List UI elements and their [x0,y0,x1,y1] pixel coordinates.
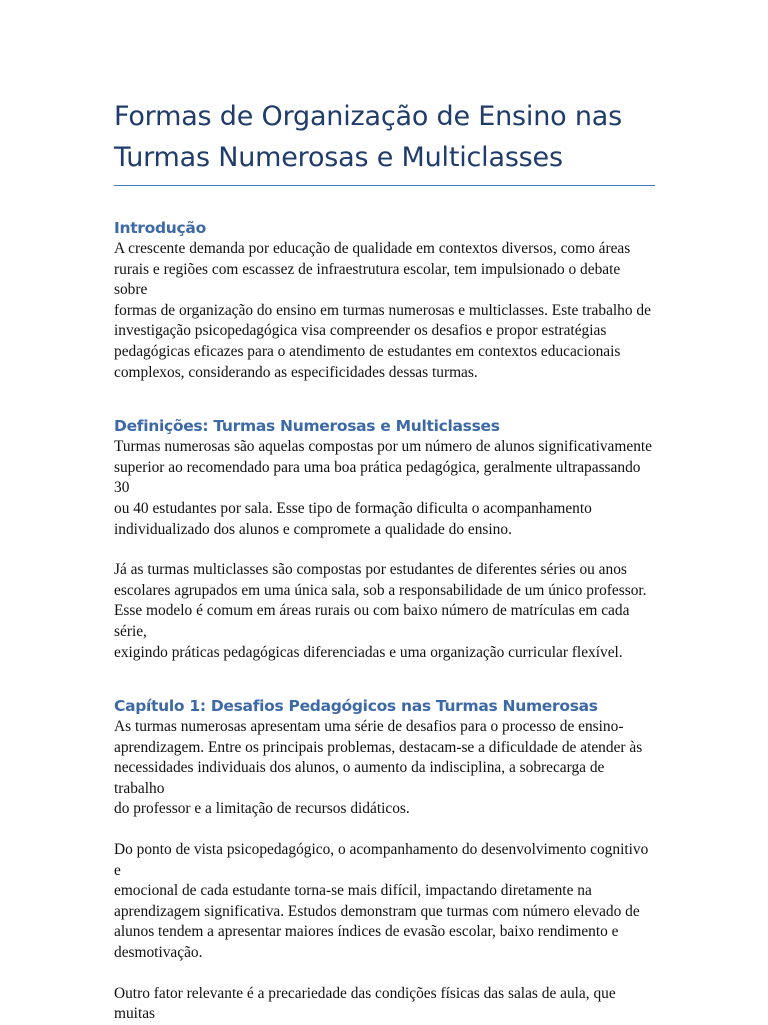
document-page [114,96,655,1025]
paragraph [114,560,655,663]
paragraph [114,717,655,820]
text-line: Já as turmas multiclasses são compostas por estudantes de diferentes séries ou anos [114,561,627,579]
text-line: investigação psicopedagógica visa compreender os desafios e propor estratégias [114,322,607,340]
text-line: superior ao recomendado para uma boa prática pedagógica, geralmente ultrapassando 30 [114,458,641,497]
text-line: Outro fator relevante é a precariedade das condições físicas das salas de aula, que muitas [114,984,616,1023]
text-line: Esse modelo é comum em áreas rurais ou com baixo número de matrículas em cada série, [114,602,630,640]
text-line: do professor e a limitação de recursos didáticos. [114,800,410,818]
paragraph [114,840,655,964]
text-line: desmotivação. [114,944,203,962]
text-line: A crescente demanda por educação de qualidade em contextos diversos, como áreas [114,240,631,257]
text-line: formas de organização do ensino em turmas numerosas e multiclasses. Este trabalho de [114,301,651,319]
text-line: As turmas numerosas apresentam uma série de desafios para o processo de ensino- [114,718,624,736]
title-underline [114,185,655,186]
title-line: Formas de Organização de Ensino nas [114,101,622,132]
text-line: pedagógicas eficazes para o atendimento de estudantes em contextos educacionais [114,342,621,360]
text-line: aprendizagem. Entre os principais problemas, destacam-se a dificuldade de atender às [114,738,643,756]
paragraph [114,239,655,383]
text-line: alunos tendem a apresentar maiores índices de evasão escolar, baixo rendimento e [114,923,619,941]
text-line: emocional de cada estudante torna-se mais difícil, impactando diretamente na [114,882,592,900]
paragraph [114,437,655,540]
title-line: Turmas Numerosas e Multiclasses [114,142,563,173]
text-line: complexos, considerando as especificidades dessas turmas. [114,363,478,381]
paragraph [114,984,655,1025]
text-line: Do ponto de vista psicopedagógico, o acompanhamento do desenvolvimento cognitivo e [114,841,649,879]
text-line: aprendizagem significativa. Estudos demonstram que turmas com número elevado de [114,902,640,920]
section-heading-introducao: Introdução [114,219,206,237]
text-line: escolares agrupados em uma única sala, sob a responsabilidade de um único professor. [114,581,647,599]
document-title [114,96,655,178]
section-heading-capitulo-1: Capítulo 1: Desafios Pedagógicos nas Turmas Numerosas [114,697,598,716]
text-line: individualizado dos alunos e compromete a qualidade do ensino. [114,520,512,538]
text-line: Turmas numerosas são aquelas compostas por um número de alunos significativamente [114,438,652,456]
text-line: ou 40 estudantes por sala. Esse tipo de formação dificulta o acompanhamento [114,499,592,517]
text-line: rurais e regiões com escassez de infraestrutura escolar, tem impulsionado o debate sobre [114,260,621,299]
text-line: necessidades individuais dos alunos, o aumento da indisciplina, a sobrecarga de trabalho [114,759,605,797]
text-line: exigindo práticas pedagógicas diferenciadas e uma organização curricular flexível. [114,643,623,661]
section-heading-definicoes: Definições: Turmas Numerosas e Multiclasses [114,417,500,436]
